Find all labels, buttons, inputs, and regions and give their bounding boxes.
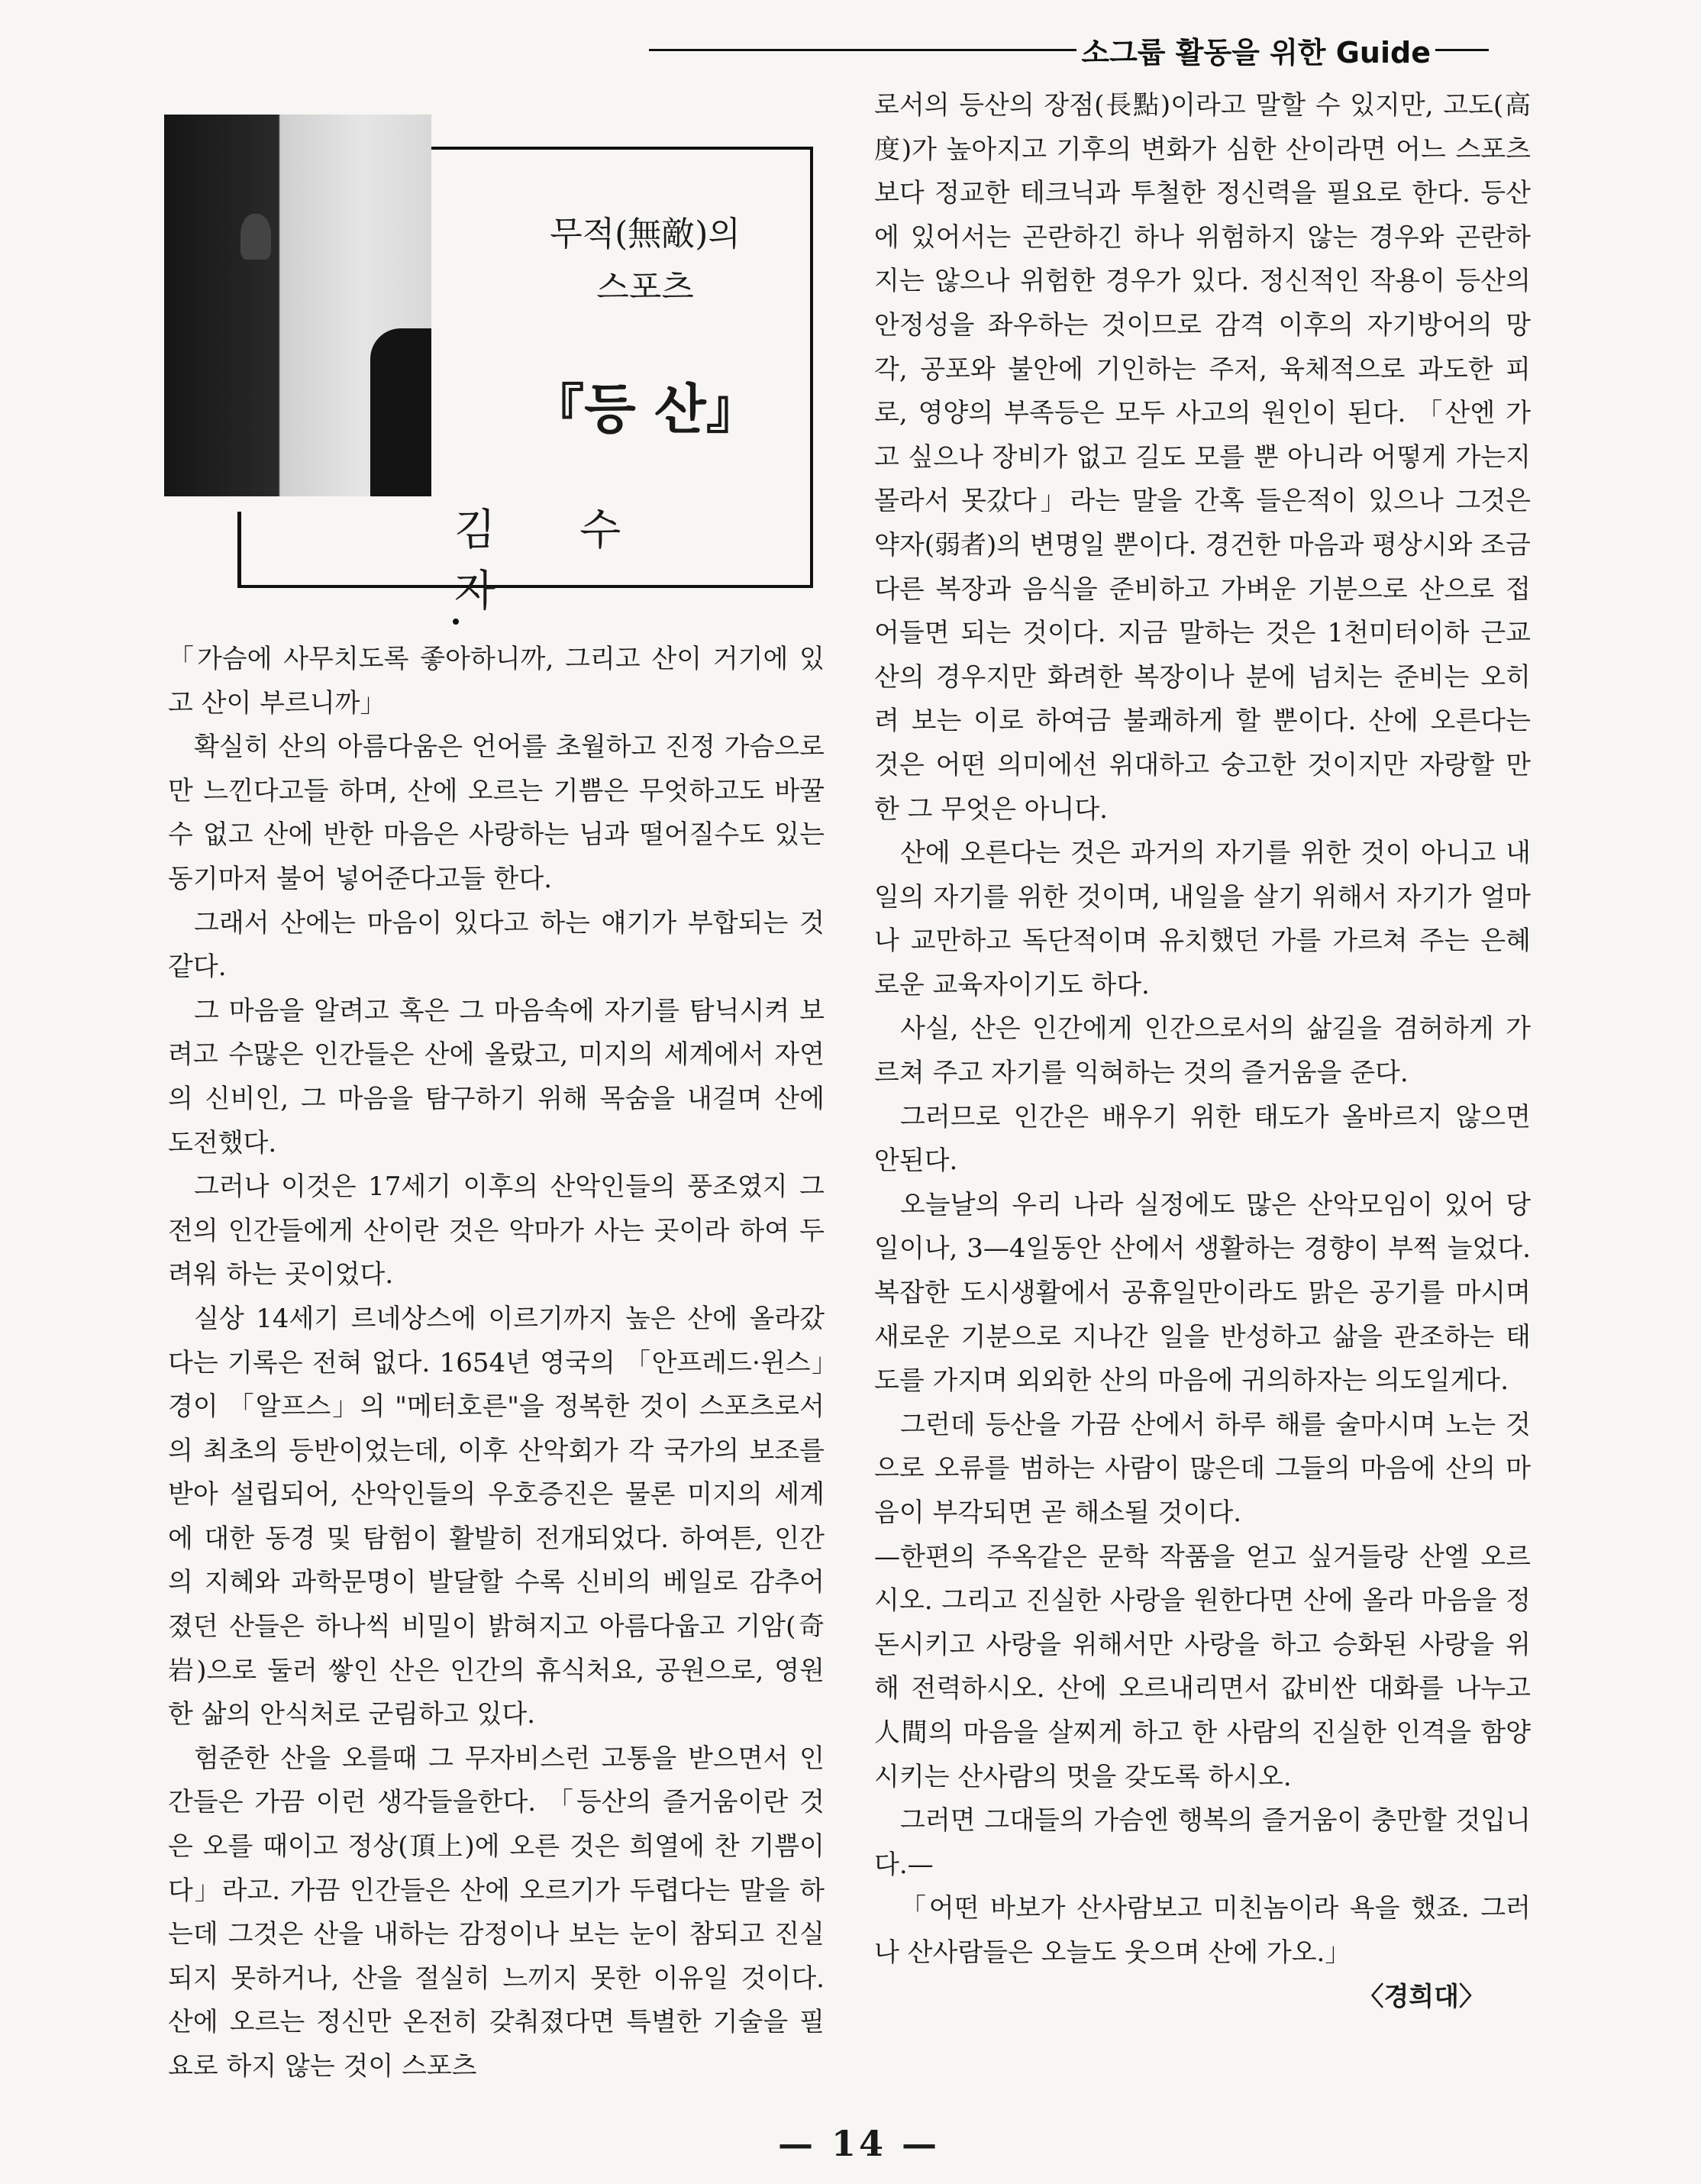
title-frame-left <box>237 512 241 588</box>
paragraph: 실상 14세기 르네상스에 이르기까지 높은 산에 올라갔다는 기록은 전혀 없다. 1654년 영국의 「안프레드·윈스」경이 「알프스」의 "메터호른"을 정복한 것이 스포츠로서의 최초의 등반이었는데, 이후 산악회가 각 국가의 보조를 받아 설립되어, 산악인들의 우호증진은 물론 미지의 세계에 대한 동경 및 탐험이 활발히 전개되었다. 하여튼, 인간의 지혜와 과학문명이 발달할 수록 신비의 베일로 감추어졌던 산들은 하나씩 비밀이 밝혀지고 아름다웁고 기암(奇岩)으로 둘러 쌓인 산은 인간의 휴식처요, 공원으로, 영원한 삶의 안식처로 군림하고 있다. <box>168 1303 825 1730</box>
title-line-1: 무적(無敵)의 <box>550 215 741 254</box>
paragraph: 「가슴에 사무치도록 좋아하니까, 그리고 산이 거기에 있고 산이 부르니까」 <box>168 644 825 719</box>
paragraph: 확실히 산의 아름다움은 언어를 초월하고 진정 가슴으로만 느낀다고들 하며, 산에 오르는 기쁨은 무엇하고도 바꿀수 없고 산에 반한 마음은 사랑하는 님과 떨어질수도 있는 동기마저 불어 넣어준다고들 한다. <box>168 732 825 894</box>
rock-silhouette <box>370 328 431 496</box>
climber-figure <box>240 214 271 260</box>
header-text: 소그룹 활동을 위한 Guide <box>1081 36 1431 69</box>
article-title: 『등 산』 <box>531 377 760 441</box>
quote-paragraph: 「어떤 바보가 산사람보고 미친놈이라 욕을 했죠. 그러나 산사람들은 오늘도 웃으며 산에 가오.」 <box>874 1893 1531 1968</box>
left-column <box>168 638 825 2089</box>
paragraph: 그 마음을 알려고 혹은 그 마음속에 자기를 탐닉시켜 보려고 수많은 인간들은 산에 올랐고, 미지의 세계에서 자연의 신비인, 그 마음을 탐구하기 위해 목숨을 내걸며 산에 도전했다. <box>168 995 825 1158</box>
right-column <box>874 84 1531 2019</box>
paragraph: 그러면 그대들의 가슴엔 행복의 즐거움이 충만할 것입니다.— <box>874 1805 1531 1880</box>
paragraph: —한편의 주옥같은 문학 작품을 얻고 싶거들랑 산엘 오르시오. 그리고 진실한 사랑을 원한다면 산에 올라 마음을 정돈시키고 사랑을 위해서만 사랑을 하고 승화된 사랑을 위해 전력하시오. 산에 오르내리면서 값비싼 대화를 나누고 人間의 마음을 살찌게 하고 한 사람의 진실한 인격을 함양시키는 산사람의 멋을 갖도록 하시오. <box>874 1541 1531 1792</box>
paragraph: 그러나 이것은 17세기 이후의 산악인들의 풍조였지 그 전의 인간들에게 산이란 것은 악마가 사는 곳이라 하여 두려워 하는 곳이었다. <box>168 1171 825 1291</box>
running-header <box>649 29 1489 71</box>
paragraph: 로서의 등산의 장점(長點)이라고 말할 수 있지만, 고도(高度)가 높아지고 기후의 변화가 심한 산이라면 어느 스포츠보다 정교한 테크닉과 투철한 정신력을 필요로 한다. 등산에 있어서는 곤란하긴 하나 위험하지 않는 경우와 곤란하지는 않으나 위험한 경우가 있다. 정신적인 작용이 등산의 안정성을 좌우하는 것이므로 감격 이후의 자기방어의 망각, 공포와 불안에 기인하는 주저, 육체적으로 과도한 피로, 영양의 부족등은 모두 사고의 원인이 된다. 「산엔 가고 싶으나 장비가 없고 길도 모를 뿐 아니라 어떻게 가는지 몰라서 못갔다」라는 말을 간혹 들은적이 있으나 그것은 약자(弱者)의 변명일 뿐이다. 경건한 마음과 평상시와 조금 다른 복장과 음식을 준비하고 가벼운 기분으로 산으로 접어들면 되는 것이다. 지금 말하는 것은 1천미터이하 근교산의 경우지만 화려한 복장이나 분에 넘치는 준비는 오히려 보는 이로 하여금 불쾌하게 할 뿐이다. 산에 오른다는 것은 어떤 의미에선 위대하고 숭고한 것이지만 자랑할 만한 그 무엇은 아니다. <box>874 90 1531 825</box>
paragraph: 그런데 등산을 가끔 산에서 하루 해를 술마시며 노는 것으로 오류를 범하는 사람이 많은데 그들의 마음에 산의 마음이 부각되면 곧 해소될 것이다. <box>874 1409 1531 1528</box>
mountain-photo <box>164 115 431 496</box>
paragraph: 오늘날의 우리 나라 실정에도 많은 산악모임이 있어 당일이나, 3—4일동안 산에서 생활하는 경향이 부쩍 늘었다. 복잡한 도시생활에서 공휴일만이라도 맑은 공기를 마시며 새로운 기분으로 지나간 일을 반성하고 삶을 관조하는 태도를 가지며 외외한 산의 마음에 귀의하자는 의도일게다. <box>874 1189 1531 1397</box>
paragraph: 그러므로 인간은 배우기 위한 태도가 올바르지 않으면 안된다. <box>874 1101 1531 1177</box>
title-frame-right <box>810 147 813 588</box>
paragraph: 사실, 산은 인간에게 인간으로서의 삶길을 겸허하게 가르쳐 주고 자기를 익혀하는 것의 즐거움을 준다. <box>874 1013 1531 1089</box>
paragraph: 그래서 산에는 마음이 있다고 하는 얘기가 부합되는 것 같다. <box>168 907 825 983</box>
title-block <box>164 115 813 616</box>
title-frame-top <box>431 147 813 150</box>
decorative-dot <box>453 619 459 625</box>
title-line-2: 스포츠 <box>596 268 694 307</box>
paragraph: 산에 오른다는 것은 과거의 자기를 위한 것이 아니고 내일의 자기를 위한 것이며, 내일을 살기 위해서 자기가 얼마나 교만하고 독단적이며 유치했던 가를 가르쳐 주는 은혜로운 교육자이기도 하다. <box>874 838 1531 1000</box>
paragraph: 험준한 산을 오를때 그 무자비스런 고통을 받으면서 인간들은 가끔 이런 생각들을한다. 「등산의 즐거움이란 것은 오를 때이고 정상(頂上)에 오른 것은 희열에 찬 기쁨이다」라고. 가끔 인간들은 산에 오르기가 두렵다는 말을 하는데 그것은 산을 내하는 감정이나 보는 눈이 참되고 진실되지 못하거나, 산을 절실히 느끼지 못한 이유일 것이다. 산에 오르는 정신만 온전히 갖춰졌다면 특별한 기술을 필요로 하지 않는 것이 스포츠 <box>168 1743 825 2082</box>
page-number: — 14 — <box>777 2123 941 2164</box>
author-name: 김수자 <box>454 506 705 616</box>
author-affiliation: 〈경희대〉 <box>1357 1981 1485 2012</box>
header-rule-right <box>1435 49 1489 51</box>
header-rule-left <box>649 49 1076 51</box>
